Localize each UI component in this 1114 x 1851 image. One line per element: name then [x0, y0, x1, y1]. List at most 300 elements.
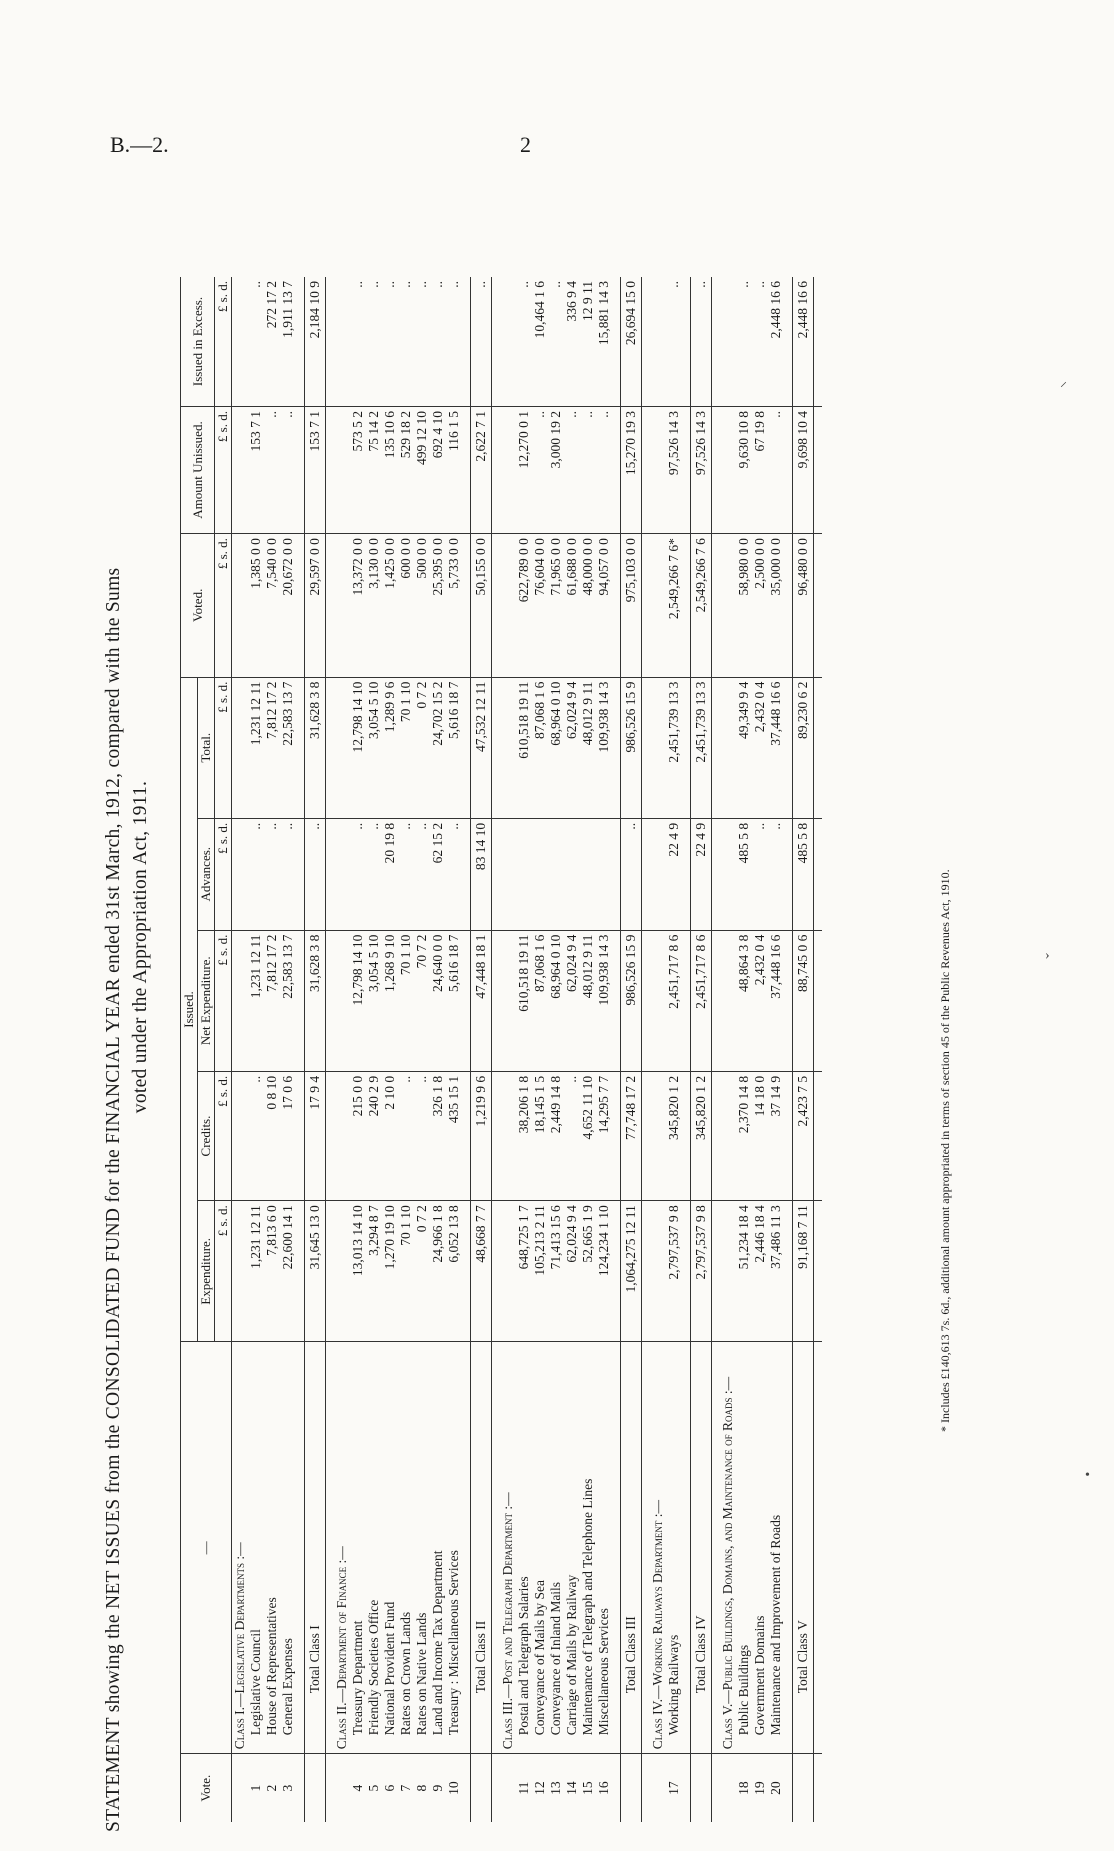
- unissued-header: Amount Unissued.: [181, 407, 215, 534]
- units-label: £ s. d.: [215, 407, 232, 534]
- total-value: 1,289 9 6: [382, 677, 398, 818]
- class-title: Class II.—Department of Finance :—: [334, 1342, 350, 1754]
- table-row: [736, 277, 752, 1822]
- table-row: [666, 277, 682, 1822]
- exp-value: 105,213 2 11: [532, 1201, 548, 1342]
- adv-value: ..: [248, 818, 264, 930]
- item-name: Treasury : Miscellaneous Services: [446, 1342, 462, 1754]
- total-net-value: 47,448 18 1: [471, 930, 492, 1071]
- total-value: 62,024 9 4: [564, 677, 580, 818]
- cred-value: 2 10 0: [382, 1071, 398, 1200]
- total-unissued-value: 9,698 10 4: [793, 407, 814, 534]
- table-row: [532, 277, 548, 1822]
- empty-cell: [500, 534, 516, 678]
- total-total-value: 47,532 12 11: [471, 677, 492, 818]
- vote-number: 4: [350, 1754, 366, 1822]
- unissued-value: 499 12 10: [414, 407, 430, 534]
- adv-value: [516, 818, 532, 930]
- empty-cell: [500, 1071, 516, 1200]
- total-value: 2,432 0 4: [752, 677, 768, 818]
- units-label: £ s. d.: [215, 1201, 232, 1342]
- vote-number: 16: [596, 1754, 612, 1822]
- total-excess-value: 2,448 16 6: [795, 281, 810, 339]
- adv-value: ..: [398, 818, 414, 930]
- total-label: Total Class V: [793, 1342, 814, 1754]
- item-name: Maintenance and Improvement of Roads: [768, 1342, 784, 1754]
- unissued-value: ..: [580, 407, 596, 534]
- total-exp-value: 48,668 7 7: [471, 1201, 492, 1342]
- net-value: 48,864 3 8: [736, 930, 752, 1071]
- vote-number: 8: [414, 1754, 430, 1822]
- empty-cell: [650, 1071, 666, 1200]
- vote-cell: [500, 1754, 516, 1822]
- units-label: £ s. d.: [215, 930, 232, 1071]
- total-value: 24,702 15 2: [430, 677, 446, 818]
- item-name: Carriage of Mails by Railway: [564, 1342, 580, 1754]
- item-name: Postal and Telegraph Salaries: [516, 1342, 532, 1754]
- net-value: 62,024 9 4: [564, 930, 580, 1071]
- total-voted-value: 2,549,266 7 6: [691, 534, 712, 678]
- net-value: 109,938 14 3: [596, 930, 612, 1071]
- cred-value: ..: [414, 1071, 430, 1200]
- net-value: 610,518 19 11: [516, 930, 532, 1071]
- exp-value: 70 1 10: [398, 1201, 414, 1342]
- vote-number: 14: [564, 1754, 580, 1822]
- adv-value: [532, 818, 548, 930]
- empty-cell: [232, 1071, 249, 1200]
- class-title: Class I.—Legislative Departments :—: [232, 1342, 249, 1754]
- empty-cell: [720, 407, 736, 534]
- vote-number: 18: [736, 1754, 752, 1822]
- empty-cell: [720, 1071, 736, 1200]
- adv-value: ..: [752, 818, 768, 930]
- net-value: 2,432 0 4: [752, 930, 768, 1071]
- table-row: [446, 277, 462, 1822]
- empty-cell: [232, 277, 249, 407]
- net-value: 87,068 1 6: [532, 930, 548, 1071]
- total-total-value: 2,451,739 13 3: [691, 677, 712, 818]
- total-excess-value: 2,184 10 9: [307, 281, 322, 339]
- vote-cell: [650, 1754, 666, 1822]
- total-unissued-value: 15,270 19 3: [621, 407, 642, 534]
- cred-value: 240 2 9: [366, 1071, 382, 1200]
- excess-value: 272 17 2: [264, 281, 279, 329]
- unissued-value: ..: [264, 407, 280, 534]
- class-title-row: [500, 277, 516, 1822]
- empty-cell: [650, 930, 666, 1071]
- empty-cell: [334, 277, 350, 407]
- excess-value: ..: [398, 281, 413, 288]
- table-row: [580, 277, 596, 1822]
- excess-value: ..: [752, 281, 767, 288]
- cred-value: 215 0 0: [350, 1071, 366, 1200]
- item-name: Legislative Council: [248, 1342, 264, 1754]
- description-header: —: [181, 1342, 232, 1754]
- adv-value: [596, 818, 612, 930]
- total-exp-value: 1,064,275 12 11: [621, 1201, 642, 1342]
- voted-value: 58,980 0 0: [736, 534, 752, 678]
- excess-value: ..: [548, 281, 563, 288]
- total-exp-value: 91,168 7 11: [793, 1201, 814, 1342]
- net-value: 48,012 9 11: [580, 930, 596, 1071]
- cred-value: 14 18 0: [752, 1071, 768, 1200]
- item-name: House of Representatives: [264, 1342, 280, 1754]
- class-title-row: [720, 277, 736, 1822]
- adv-value: 20 19 8: [382, 818, 398, 930]
- excess-value: 336 9 4: [564, 281, 579, 322]
- table-row: [398, 277, 414, 1822]
- spacer-row: [612, 277, 621, 1822]
- table-row: [350, 277, 366, 1822]
- exp-value: 13,013 14 10: [350, 1201, 366, 1342]
- exp-value: 37,486 11 3: [768, 1201, 784, 1342]
- adv-value: ..: [366, 818, 382, 930]
- table-row: [564, 277, 580, 1822]
- excess-value: ..: [414, 281, 429, 288]
- net-value: 7,812 17 2: [264, 930, 280, 1071]
- empty-cell: [720, 677, 736, 818]
- net-value: 12,798 14 10: [350, 930, 366, 1071]
- total-adv-value: 485 5 8: [793, 818, 814, 930]
- excess-value: 10,464 1 6: [532, 281, 547, 339]
- total-total-value: 31,628 3 8: [305, 677, 326, 818]
- empty-cell: [232, 818, 249, 930]
- vote-number: 1: [248, 1754, 264, 1822]
- exp-value: 2,446 18 4: [752, 1201, 768, 1342]
- total-value: 0 7 2: [414, 677, 430, 818]
- excess-value: ..: [666, 281, 681, 288]
- cred-value: ..: [398, 1071, 414, 1200]
- total-label: Total Class III: [621, 1342, 642, 1754]
- empty-cell: [650, 407, 666, 534]
- vote-number: 15: [580, 1754, 596, 1822]
- vote-number: 5: [366, 1754, 382, 1822]
- page-number: 2: [520, 132, 531, 157]
- exp-value: 124,234 1 10: [596, 1201, 612, 1342]
- unissued-value: 135 10 6: [382, 407, 398, 534]
- total-value: 48,012 9 11: [580, 677, 596, 818]
- empty-cell: [650, 1201, 666, 1342]
- class-title: Class IV.—Working Railways Department :—: [650, 1342, 666, 1754]
- unissued-value: ..: [564, 407, 580, 534]
- total-label: Total Class II: [471, 1342, 492, 1754]
- vote-cell: [334, 1754, 350, 1822]
- exp-value: 22,600 14 1: [280, 1201, 296, 1342]
- net-value: 1,231 12 11: [248, 930, 264, 1071]
- voted-value: 7,540 0 0: [264, 534, 280, 678]
- excess-value: ..: [516, 281, 531, 288]
- total-voted-value: 29,597 0 0: [305, 534, 326, 678]
- empty-cell: [500, 277, 516, 407]
- total-value: 49,349 9 4: [736, 677, 752, 818]
- adv-value: ..: [446, 818, 462, 930]
- item-name: National Provident Fund: [382, 1342, 398, 1754]
- adv-value: 485 5 8: [736, 818, 752, 930]
- adv-value: 62 15 2: [430, 818, 446, 930]
- unissued-value: 67 19 8: [752, 407, 768, 534]
- table-row: [414, 277, 430, 1822]
- unissued-value: 75 14 2: [366, 407, 382, 534]
- total-value: 1,231 12 11: [248, 677, 264, 818]
- item-name: Miscellaneous Services: [596, 1342, 612, 1754]
- vote-number: 13: [548, 1754, 564, 1822]
- voted-value: 3,130 0 0: [366, 534, 382, 678]
- spacer-row: [712, 277, 721, 1822]
- unissued-value: 97,526 14 3: [666, 407, 682, 534]
- voted-value: 1,425 0 0: [382, 534, 398, 678]
- spacer-row: [462, 277, 471, 1822]
- cred-value: 435 15 1: [446, 1071, 462, 1200]
- units-label: £ s. d.: [215, 677, 232, 818]
- units-label: £ s. d.: [215, 281, 230, 313]
- issued-header: Issued.: [181, 677, 198, 1342]
- item-name: Friendly Societies Office: [366, 1342, 382, 1754]
- voted-value: 2,549,266 7 6*: [666, 534, 682, 678]
- net-value: 37,448 16 6: [768, 930, 784, 1071]
- exp-value: 71,413 15 6: [548, 1201, 564, 1342]
- total-cred-value: 345,820 1 2: [691, 1071, 712, 1200]
- unissued-value: ..: [768, 407, 784, 534]
- expenditure-header: Expenditure.: [198, 1201, 215, 1342]
- item-name: Government Domains: [752, 1342, 768, 1754]
- page-reference: B.—2.: [110, 132, 169, 157]
- vote-number: 10: [446, 1754, 462, 1822]
- vote-number: 20: [768, 1754, 784, 1822]
- vote-cell: [471, 1754, 492, 1822]
- vote-number: 9: [430, 1754, 446, 1822]
- title-line-1: STATEMENT showing the NET ISSUES from the CONSOLIDATED FUND for the FINANCIAL YEAR ended 31st March, 1912, compared with the Sums: [103, 567, 124, 1832]
- excess-header: Issued in Excess.: [189, 296, 205, 387]
- scan-mark: ›: [1045, 948, 1050, 963]
- vote-cell: [232, 1754, 249, 1822]
- exp-value: 62,024 9 4: [564, 1201, 580, 1342]
- empty-cell: [500, 930, 516, 1071]
- empty-cell: [650, 534, 666, 678]
- vote-number: 3: [280, 1754, 296, 1822]
- total-total-value: 986,526 15 9: [621, 677, 642, 818]
- class-total-row: [793, 277, 814, 1822]
- empty-cell: [232, 930, 249, 1071]
- net-value: 70 1 10: [398, 930, 414, 1071]
- total-value: 70 1 10: [398, 677, 414, 818]
- net-value: 5,616 18 7: [446, 930, 462, 1071]
- voted-value: 500 0 0: [414, 534, 430, 678]
- cred-value: 326 1 8: [430, 1071, 446, 1200]
- empty-cell: [500, 1201, 516, 1342]
- empty-cell: [500, 407, 516, 534]
- spacer-row: [784, 277, 793, 1822]
- total-unissued-value: 97,526 14 3: [691, 407, 712, 534]
- total-adv-value: 22 4 9: [691, 818, 712, 930]
- unissued-value: 9,630 10 8: [736, 407, 752, 534]
- net-value: 24,640 0 0: [430, 930, 446, 1071]
- total-value: 5,616 18 7: [446, 677, 462, 818]
- empty-cell: [334, 407, 350, 534]
- cred-value: 0 8 10: [264, 1071, 280, 1200]
- empty-cell: [720, 1201, 736, 1342]
- empty-cell: [334, 930, 350, 1071]
- units-label: £ s. d.: [215, 534, 232, 678]
- net-value: 22,583 13 7: [280, 930, 296, 1071]
- vote-number: 17: [666, 1754, 682, 1822]
- table-row: [596, 277, 612, 1822]
- cred-value: 38,206 1 8: [516, 1071, 532, 1200]
- net-value: 70 7 2: [414, 930, 430, 1071]
- statement-title: [100, 182, 154, 1832]
- voted-value: 5,733 0 0: [446, 534, 462, 678]
- voted-value: 13,372 0 0: [350, 534, 366, 678]
- total-excess-value: 26,694 15 0: [623, 281, 638, 346]
- total-adv-value: 83 14 10: [471, 818, 492, 930]
- exp-value: 2,797,537 9 8: [666, 1201, 682, 1342]
- cred-value: ..: [564, 1071, 580, 1200]
- empty-cell: [720, 534, 736, 678]
- voted-value: 20,672 0 0: [280, 534, 296, 678]
- vote-number: 11: [516, 1754, 532, 1822]
- total-net-value: 986,526 15 9: [621, 930, 642, 1071]
- adv-value: 22 4 9: [666, 818, 682, 930]
- table-row: [280, 277, 296, 1822]
- class-title: Class V.—Public Buildings, Domains, and Maintenance of Roads :—: [720, 1342, 736, 1754]
- exp-value: 51,234 18 4: [736, 1201, 752, 1342]
- excess-value: 12 9 11: [580, 281, 595, 321]
- total-exp-value: 2,797,537 9 8: [691, 1201, 712, 1342]
- spacer-row: [642, 277, 651, 1822]
- empty-cell: [720, 277, 736, 407]
- voted-value: 35,000 0 0: [768, 534, 784, 678]
- excess-value: 15,881 14 3: [596, 281, 611, 346]
- unissued-value: ..: [532, 407, 548, 534]
- total-excess-value: ..: [473, 281, 488, 288]
- total-adv-value: ..: [621, 818, 642, 930]
- class-total-row: [691, 277, 712, 1822]
- cred-value: 2,449 14 8: [548, 1071, 564, 1200]
- rotated-statement: [100, 182, 1000, 1832]
- exp-value: 3,294 8 7: [366, 1201, 382, 1342]
- vote-header: Vote.: [181, 1754, 232, 1822]
- empty-cell: [500, 677, 516, 818]
- exp-value: 1,270 19 10: [382, 1201, 398, 1342]
- total-adv-value: ..: [305, 818, 326, 930]
- adv-value: ..: [768, 818, 784, 930]
- unissued-value: 529 18 2: [398, 407, 414, 534]
- empty-cell: [650, 677, 666, 818]
- table-row: [548, 277, 564, 1822]
- table-row: [366, 277, 382, 1822]
- voted-value: 71,965 0 0: [548, 534, 564, 678]
- vote-number: 12: [532, 1754, 548, 1822]
- excess-value: 2,448 16 6: [768, 281, 783, 339]
- adv-value: ..: [350, 818, 366, 930]
- item-name: Land and Income Tax Department: [430, 1342, 446, 1754]
- excess-value: 1,911 13 7: [280, 281, 295, 338]
- net-value: 3,054 5 10: [366, 930, 382, 1071]
- total-net-value: 31,628 3 8: [305, 930, 326, 1071]
- total-voted-value: 96,480 0 0: [793, 534, 814, 678]
- class-title-row: [334, 277, 350, 1822]
- total-voted-value: 975,103 0 0: [621, 534, 642, 678]
- statement-table: [180, 277, 822, 1822]
- net-value: 1,268 9 10: [382, 930, 398, 1071]
- spacer-row: [814, 277, 823, 1822]
- voted-header: Voted.: [181, 534, 215, 678]
- adv-value: [548, 818, 564, 930]
- item-name: Conveyance of Inland Mails: [548, 1342, 564, 1754]
- class-total-row: [471, 277, 492, 1822]
- footnote: * Includes £140,613 7s. 6d., additional amount appropriated in terms of section 45 of the Public Revenues Act, 1910.: [938, 869, 952, 1432]
- empty-cell: [500, 818, 516, 930]
- item-name: Treasury Department: [350, 1342, 366, 1754]
- voted-value: 61,688 0 0: [564, 534, 580, 678]
- vote-number: 7: [398, 1754, 414, 1822]
- cred-value: 37 14 9: [768, 1071, 784, 1200]
- class-total-row: [305, 277, 326, 1822]
- table-row: [382, 277, 398, 1822]
- empty-cell: [720, 818, 736, 930]
- item-name: Working Railways: [666, 1342, 682, 1754]
- total-net-value: 2,451,717 8 6: [691, 930, 712, 1071]
- vote-cell: [621, 1754, 642, 1822]
- empty-cell: [334, 677, 350, 818]
- total-exp-value: 31,645 13 0: [305, 1201, 326, 1342]
- statement-body: [232, 277, 823, 1822]
- adv-value: ..: [414, 818, 430, 930]
- vote-number: 19: [752, 1754, 768, 1822]
- excess-value: ..: [350, 281, 365, 288]
- spacer-row: [296, 277, 305, 1822]
- item-name: Maintenance of Telegraph and Telephone Lines: [580, 1342, 596, 1754]
- empty-cell: [650, 818, 666, 930]
- total-value: 68,964 0 10: [548, 677, 564, 818]
- empty-cell: [232, 677, 249, 818]
- unissued-value: 3,000 19 2: [548, 407, 564, 534]
- total-net-value: 88,745 0 6: [793, 930, 814, 1071]
- total-value: 109,938 14 3: [596, 677, 612, 818]
- excess-value: ..: [248, 281, 263, 288]
- vote-number: 6: [382, 1754, 398, 1822]
- empty-cell: [232, 1201, 249, 1342]
- total-unissued-value: 2,622 7 1: [471, 407, 492, 534]
- excess-value: ..: [736, 281, 751, 288]
- total-total-value: 89,230 6 2: [793, 677, 814, 818]
- net-expenditure-header: Net Expenditure.: [198, 930, 215, 1071]
- exp-value: 7,813 6 0: [264, 1201, 280, 1342]
- class-title: Class III.—Post and Telegraph Department :—: [500, 1342, 516, 1754]
- class-title-row: [232, 277, 249, 1822]
- voted-value: 48,000 0 0: [580, 534, 596, 678]
- total-cred-value: 17 9 4: [305, 1071, 326, 1200]
- unissued-value: 573 5 2: [350, 407, 366, 534]
- unissued-value: 153 7 1: [248, 407, 264, 534]
- voted-value: 76,604 0 0: [532, 534, 548, 678]
- excess-value: ..: [446, 281, 461, 288]
- total-value: 7,812 17 2: [264, 677, 280, 818]
- empty-cell: [334, 534, 350, 678]
- cred-value: 345,820 1 2: [666, 1071, 682, 1200]
- table-row: [516, 277, 532, 1822]
- total-value: 2,451,739 13 3: [666, 677, 682, 818]
- adv-value: [580, 818, 596, 930]
- total-value: 37,448 16 6: [768, 677, 784, 818]
- cred-value: 4,652 11 10: [580, 1071, 596, 1200]
- spacer-row: [326, 277, 335, 1822]
- voted-value: 1,385 0 0: [248, 534, 264, 678]
- empty-cell: [334, 1201, 350, 1342]
- net-value: 2,451,717 8 6: [666, 930, 682, 1071]
- voted-value: 2,500 0 0: [752, 534, 768, 678]
- exp-value: 0 7 2: [414, 1201, 430, 1342]
- spacer-row: [492, 277, 501, 1822]
